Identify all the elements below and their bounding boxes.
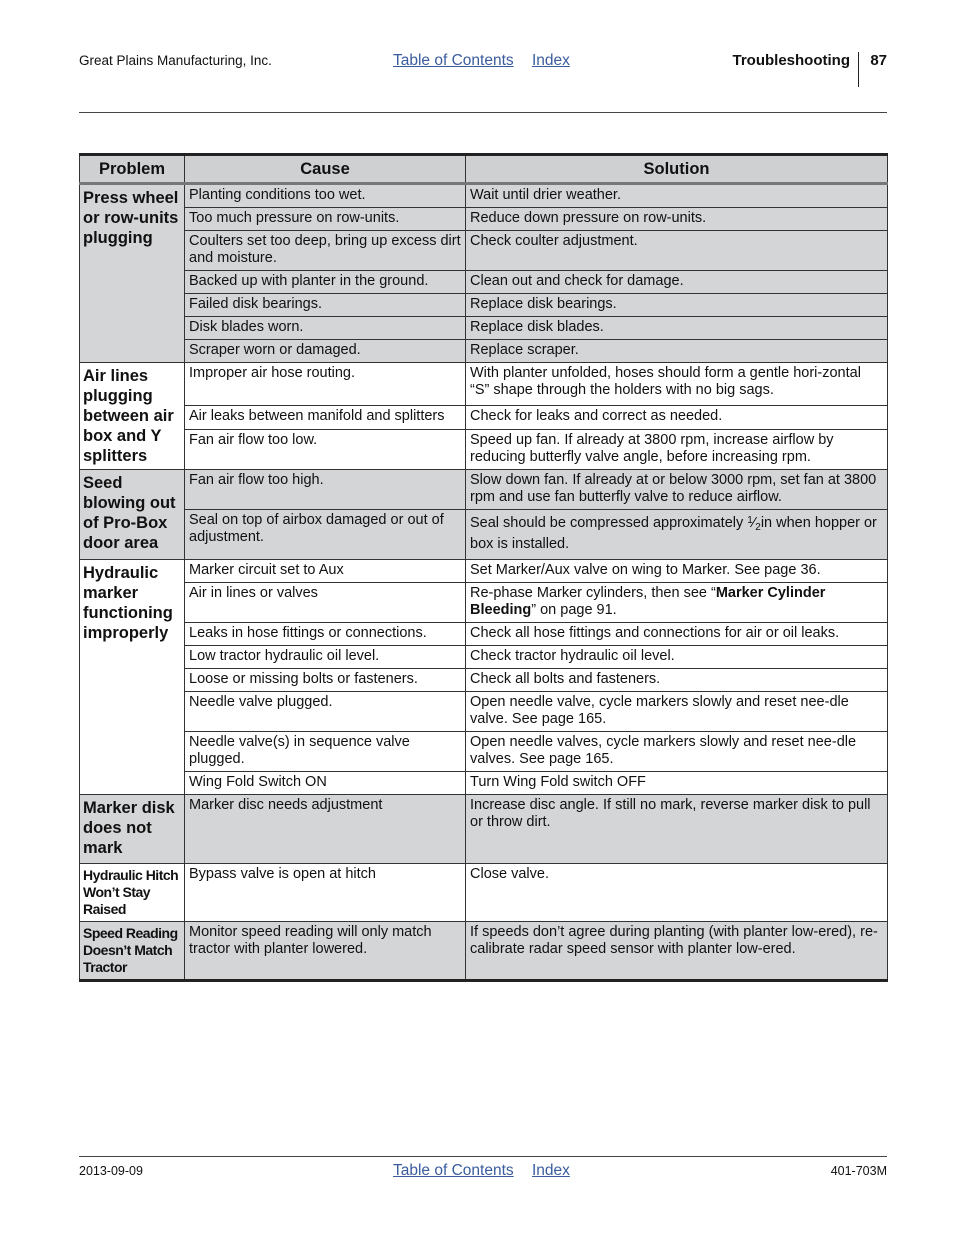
solution-cell: Open needle valves, cycle markers slowly and reset nee-dle valves. See page 165. (466, 732, 888, 772)
solution-cell: Speed up fan. If already at 3800 rpm, increase airflow by reducing butterfly valve angle, before increasing rpm. (466, 430, 888, 470)
cause-cell: Air in lines or valves (185, 583, 466, 623)
solution-cell: Seal should be compressed approximately $^1⁄_2in$ when hopper or box is installed. (466, 510, 888, 560)
problem-cell: Seed blowing out of Pro-Box door area (80, 470, 185, 560)
solution-text: in when hopper or box is installed. (470, 515, 877, 552)
cause-cell: Leaks in hose fittings or connections. (185, 623, 466, 646)
solution-cell: Replace scraper. (466, 340, 888, 363)
cause-cell: Coulters set too deep, bring up excess dirt and moisture. (185, 231, 466, 271)
document-number: 401-703M (830, 1164, 887, 1178)
solution-cell: Check for leaks and correct as needed. (466, 405, 888, 429)
cause-cell: Marker circuit set to Aux (185, 560, 466, 583)
problem-cell: Hydraulic Hitch Won’t Stay Raised (80, 864, 185, 922)
problem-cell: Hydraulic marker functioning improperly (80, 560, 185, 795)
cause-cell: Low tractor hydraulic oil level. (185, 646, 466, 669)
solution-cell: Check all hose fittings and connections for air or oil leaks. (466, 623, 888, 646)
solution-cell: Clean out and check for damage. (466, 271, 888, 294)
footer-nav (393, 1162, 584, 1180)
table-row (80, 646, 888, 669)
table-row (80, 363, 888, 406)
index-link[interactable]: Index (531, 52, 570, 69)
cause-cell: Wing Fold Switch ON (185, 772, 466, 795)
solution-cell: Slow down fan. If already at or below 3000 rpm, set fan at 3800 rpm and use fan butterfly valve to reduce airflow. (466, 470, 888, 510)
section-title: Troubleshooting (732, 52, 850, 69)
toc-link[interactable]: Table of Contents (393, 52, 514, 69)
table-row (80, 795, 888, 864)
cause-cell: Marker disc needs adjustment (185, 795, 466, 864)
fraction-numerator: 1 (747, 515, 753, 526)
solution-cell: Turn Wing Fold switch OFF (466, 772, 888, 795)
footer-index-link[interactable]: Index (531, 1162, 570, 1179)
solution-cell: Check coulter adjustment. (466, 231, 888, 271)
cause-cell: Failed disk bearings. (185, 294, 466, 317)
table-row (80, 669, 888, 692)
footer-rule (79, 1156, 887, 1157)
cause-cell: Loose or missing bolts or fasteners. (185, 669, 466, 692)
table-row (80, 772, 888, 795)
table-row (80, 184, 888, 208)
table-header-row (80, 155, 888, 184)
cause-cell: Too much pressure on row-units. (185, 208, 466, 231)
problem-cell: Air lines plugging between air box and Y splitters (80, 363, 185, 470)
solution-cell: Close valve. (466, 864, 888, 922)
solution-text: Seal should be compressed approximately (470, 515, 748, 531)
cause-cell: Fan air flow too high. (185, 470, 466, 510)
solution-cell: Check tractor hydraulic oil level. (466, 646, 888, 669)
table-row (80, 231, 888, 271)
header-cause: Cause (185, 155, 466, 184)
problem-cell: Speed Reading Doesn’t Match Tractor (80, 922, 185, 981)
solution-cell: Wait until drier weather. (466, 184, 888, 208)
footer-date: 2013-09-09 (79, 1164, 143, 1178)
table-row (80, 208, 888, 231)
header-divider (858, 52, 859, 87)
fraction-denominator: 2 (755, 522, 761, 533)
solution-cell: Replace disk bearings. (466, 294, 888, 317)
footer-toc-link[interactable]: Table of Contents (393, 1162, 514, 1179)
table-row (80, 271, 888, 294)
solution-text: ” on page 91. (531, 602, 617, 618)
table-row (80, 470, 888, 510)
solution-cell: With planter unfolded, hoses should form a gentle hori-zontal “S” shape through the holders with no big sags. (466, 363, 888, 406)
cause-cell: Seal on top of airbox damaged or out of adjustment. (185, 510, 466, 560)
cause-cell: Backed up with planter in the ground. (185, 271, 466, 294)
solution-cell: If speeds don’t agree during planting (with planter low-ered), re-calibrate radar speed sensor with planter low-ered. (466, 922, 888, 981)
solution-cell: Replace disk blades. (466, 317, 888, 340)
table-row (80, 340, 888, 363)
page-header (79, 52, 887, 92)
solution-cell: Increase disc angle. If still no mark, reverse marker disk to pull or throw dirt. (466, 795, 888, 864)
table-row (80, 922, 888, 981)
table-row (80, 510, 888, 560)
table-row (80, 732, 888, 772)
page-number: 87 (870, 52, 887, 69)
header-nav (393, 52, 584, 70)
solution-text: Re-phase Marker cylinders, then see “ (470, 585, 716, 601)
table-row (80, 560, 888, 583)
solution-cell: Check all bolts and fasteners. (466, 669, 888, 692)
cause-cell: Bypass valve is open at hitch (185, 864, 466, 922)
cause-cell: Needle valve plugged. (185, 692, 466, 732)
solution-cell (466, 583, 888, 623)
cause-cell: Monitor speed reading will only match tractor with planter lowered. (185, 922, 466, 981)
problem-cell: Marker disk does not mark (80, 795, 185, 864)
cause-cell: Scraper worn or damaged. (185, 340, 466, 363)
cause-cell: Needle valve(s) in sequence valve plugged. (185, 732, 466, 772)
solution-cell: Set Marker/Aux valve on wing to Marker. See page 36. (466, 560, 888, 583)
company-name: Great Plains Manufacturing, Inc. (79, 53, 272, 68)
troubleshooting-table (79, 153, 888, 982)
solution-reference: Marker Cylinder Bleeding (470, 585, 826, 618)
table-row (80, 405, 888, 429)
table-row (80, 294, 888, 317)
header-problem: Problem (80, 155, 185, 184)
cause-cell: Planting conditions too wet. (185, 184, 466, 208)
cause-cell: Disk blades worn. (185, 317, 466, 340)
cause-cell: Air leaks between manifold and splitters (185, 405, 466, 429)
solution-cell: Open needle valve, cycle markers slowly and reset nee-dle valve. See page 165. (466, 692, 888, 732)
table-row (80, 317, 888, 340)
table-row (80, 583, 888, 623)
table-row (80, 864, 888, 922)
table-row (80, 430, 888, 470)
solution-cell: Reduce down pressure on row-units. (466, 208, 888, 231)
table-row (80, 623, 888, 646)
cause-cell: Improper air hose routing. (185, 363, 466, 406)
cause-cell: Fan air flow too low. (185, 430, 466, 470)
header-solution: Solution (466, 155, 888, 184)
table-row (80, 692, 888, 732)
header-rule (79, 112, 887, 113)
problem-cell: Press wheel or row-units plugging (80, 184, 185, 363)
